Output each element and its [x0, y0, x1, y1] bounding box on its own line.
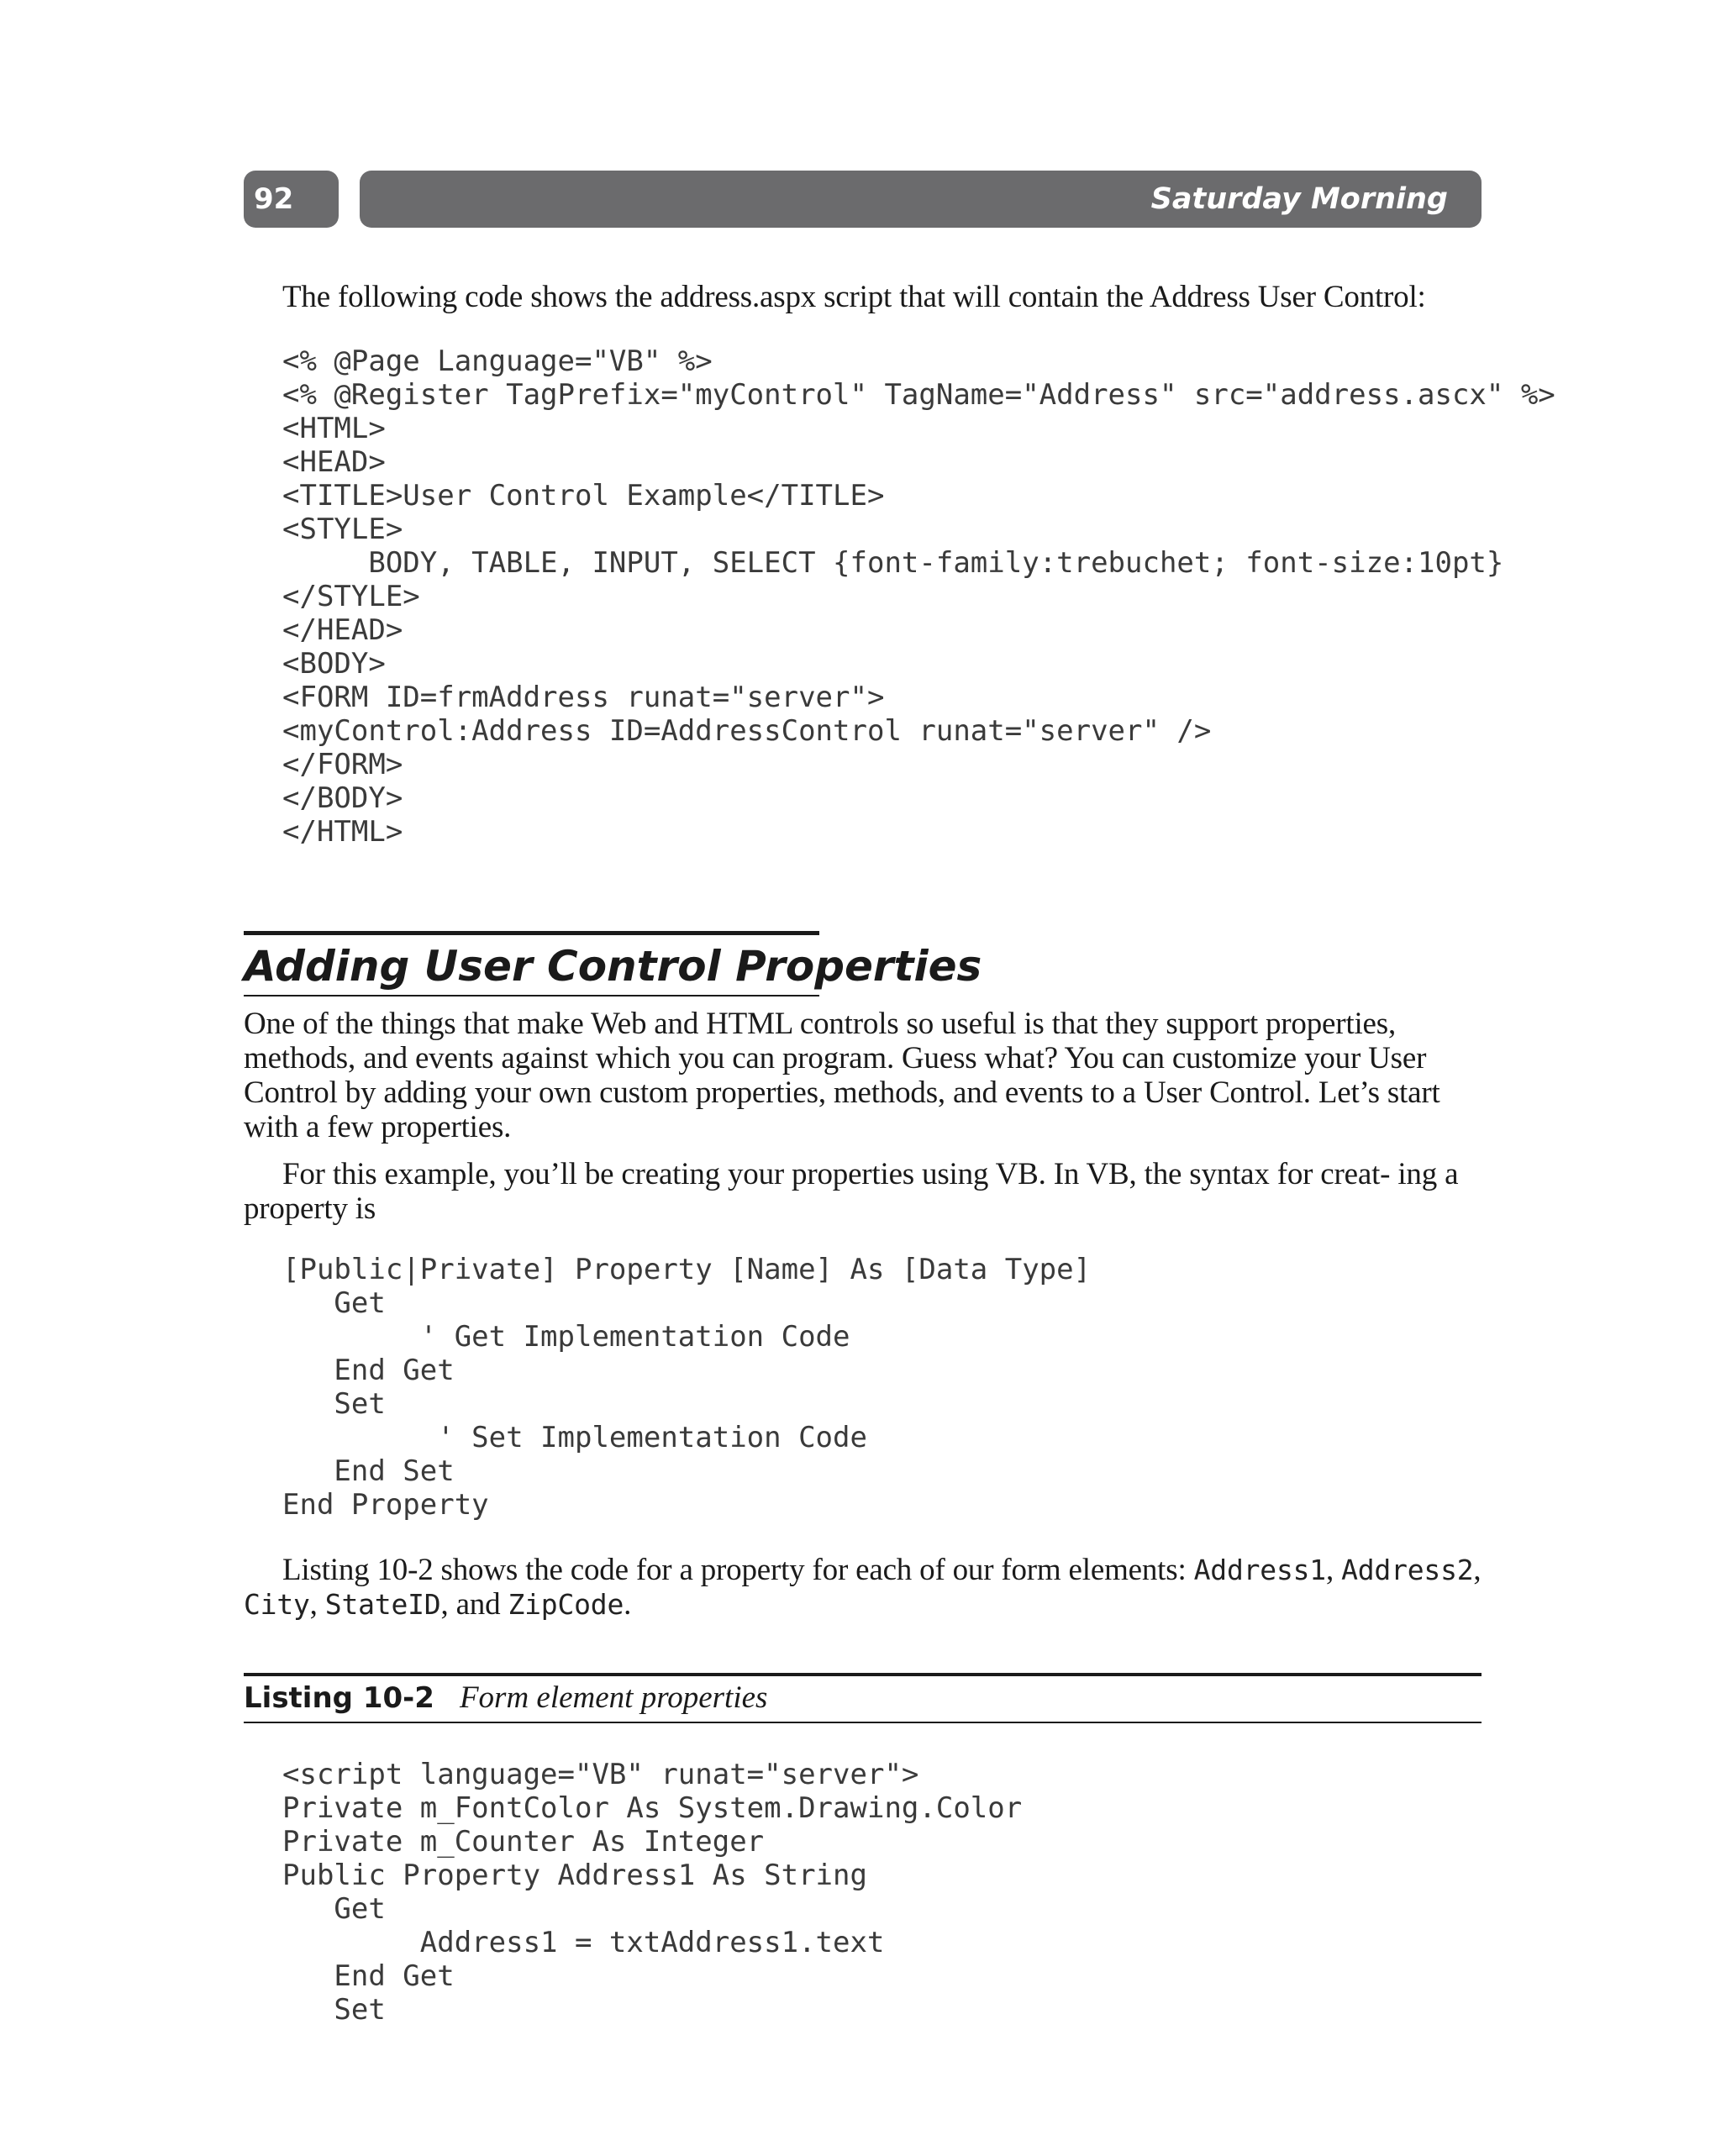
- code-line: <% @Register TagPrefix="myControl" TagName="Address" src="address.ascx" %>: [282, 378, 1555, 412]
- intro-paragraph: The following code shows the address.aspx script that will contain the Address User Control:: [282, 280, 1426, 314]
- separator: ,: [1325, 1553, 1342, 1587]
- inline-code-city: City: [244, 1588, 310, 1621]
- code-line: </HTML>: [282, 815, 403, 849]
- listing-rule-top: [244, 1673, 1482, 1676]
- code-line: Set: [282, 1387, 386, 1421]
- code-block-property-syntax: [282, 1253, 1091, 1522]
- inline-code-zipcode: ZipCode: [508, 1588, 624, 1621]
- code-line: Private m_Counter As Integer: [282, 1825, 765, 1859]
- code-line: Address1 = txtAddress1.text: [282, 1926, 885, 1959]
- code-line: </FORM>: [282, 748, 403, 781]
- code-line: <FORM ID=frmAddress runat="server">: [282, 681, 885, 714]
- code-line: ' Set Implementation Code: [282, 1421, 867, 1454]
- paragraph-listing-reference: [244, 1553, 1482, 1622]
- code-line: Private m_FontColor As System.Drawing.Color: [282, 1791, 1023, 1825]
- code-line: End Property: [282, 1488, 489, 1522]
- paragraph-lead: Listing 10-2 shows the code for a property for each of our form elements:: [282, 1553, 1194, 1587]
- inline-code-address2: Address2: [1341, 1554, 1474, 1586]
- code-line: <TITLE>User Control Example</TITLE>: [282, 479, 885, 513]
- code-line: Get: [282, 1286, 386, 1320]
- page-number: 92: [244, 171, 339, 228]
- code-line: <HTML>: [282, 412, 386, 445]
- code-block-address-aspx: [282, 344, 1555, 849]
- listing-rule-bottom: [244, 1722, 1482, 1723]
- code-line: <BODY>: [282, 647, 386, 681]
- code-line: <STYLE>: [282, 513, 403, 546]
- separator: , and: [440, 1587, 508, 1622]
- inline-code-stateid: StateID: [324, 1588, 441, 1621]
- code-line: Get: [282, 1892, 386, 1926]
- code-line: End Get: [282, 1959, 455, 1993]
- heading-rule-bottom: [244, 995, 819, 996]
- code-line: BODY, TABLE, INPUT, SELECT {font-family:trebuchet; font-size:10pt}: [282, 546, 1504, 580]
- code-line: <myControl:Address ID=AddressControl runat="server" />: [282, 714, 1212, 748]
- code-line: <HEAD>: [282, 445, 386, 479]
- section-heading: Adding User Control Properties: [244, 942, 982, 991]
- running-header: Saturday Morning: [360, 171, 1482, 228]
- inline-code-address1: Address1: [1193, 1554, 1326, 1586]
- code-line: </STYLE>: [282, 580, 420, 613]
- code-line: </BODY>: [282, 781, 403, 815]
- code-line: </HEAD>: [282, 613, 403, 647]
- code-line: ' Get Implementation Code: [282, 1320, 850, 1354]
- code-line: [Public|Private] Property [Name] As [Data Type]: [282, 1253, 1092, 1286]
- paragraph-user-control-intro: One of the things that make Web and HTML controls so useful is that they support properties, methods, and events against which you can program. Guess what? You can customize your User Control by adding your own custom properties, methods, and events to a User Control. Let’s start with a few properties.: [244, 1007, 1440, 1144]
- code-line: End Set: [282, 1454, 455, 1488]
- listing-caption: [244, 1678, 767, 1718]
- separator: ,: [1473, 1553, 1482, 1587]
- code-line: Set: [282, 1993, 386, 2027]
- paragraph-end: .: [624, 1587, 632, 1622]
- code-block-listing-10-2: [282, 1758, 1022, 2027]
- heading-rule-top: [244, 931, 819, 935]
- paragraph-vb-syntax: For this example, you’ll be creating your properties using VB. In VB, the syntax for creat- ing a property is: [244, 1157, 1459, 1226]
- code-line: <script language="VB" runat="server">: [282, 1758, 919, 1791]
- code-line: End Get: [282, 1354, 455, 1387]
- code-line: Public Property Address1 As String: [282, 1859, 867, 1892]
- separator: ,: [309, 1587, 325, 1622]
- listing-title: Form element properties: [459, 1680, 768, 1715]
- listing-label: Listing 10-2: [244, 1681, 434, 1715]
- code-line: <% @Page Language="VB" %>: [282, 344, 713, 378]
